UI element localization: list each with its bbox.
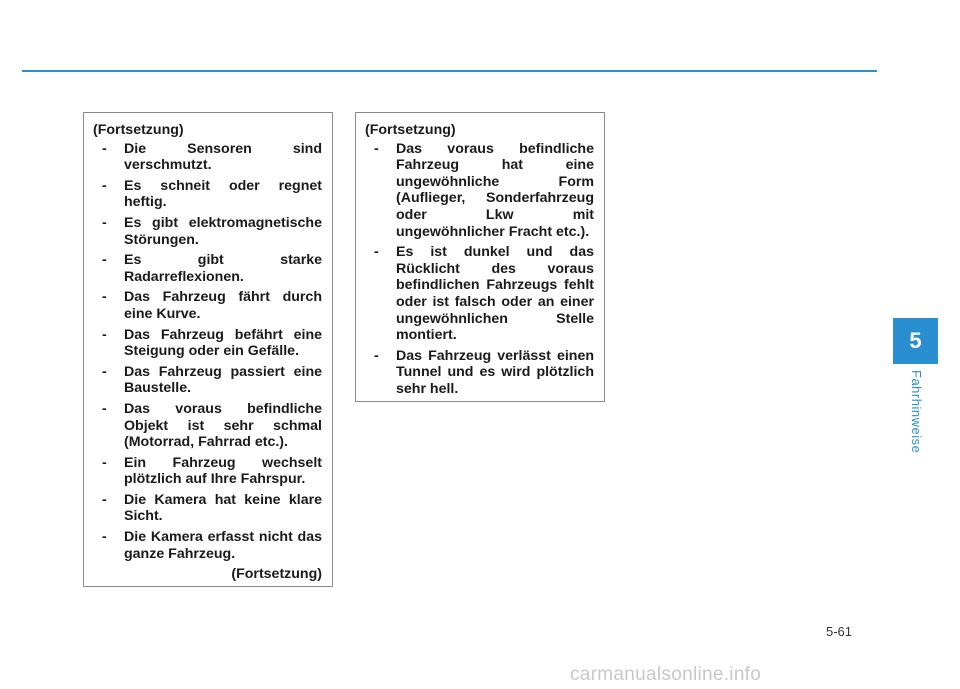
list-item: - Die Sensoren sind verschmutzt. [102, 140, 322, 174]
list-item: - Das Fahrzeug fährt durch eine Kurve. [102, 289, 322, 322]
watermark: carmanualsonline.info [570, 664, 762, 685]
list-item: - Das voraus befindliche Objekt ist sehr schmal (Motorrad, Fahrrad etc.). [102, 400, 322, 451]
top-divider-line [22, 70, 877, 72]
dash-bullet: - [102, 400, 107, 417]
list-item: - Das Fahrzeug befährt eine Steigung oder ein Gefälle. [102, 326, 322, 360]
dash-bullet: - [102, 326, 107, 343]
list-item: - Das Fahrzeug passiert eine Baustelle. [102, 363, 322, 397]
continuation-box-left [83, 112, 333, 587]
dash-bullet: - [102, 363, 107, 380]
dash-bullet: - [102, 529, 107, 546]
dash-bullet: - [102, 140, 107, 157]
chapter-label: Fahrhinweise [909, 370, 924, 454]
list-item: - Das voraus befindliche Fahrzeug hat eine ungewöhnliche Form (Auflieger, Sonderfahrzeug oder Lkw mit ungewöhnlicher Fracht etc.). [374, 140, 594, 240]
dash-bullet: - [374, 140, 379, 157]
condition-list [93, 141, 322, 563]
page-number: 5-61 [826, 624, 853, 639]
list-item: - Es schneit oder regnet heftig. [102, 177, 322, 211]
list-item: - Die Kamera hat keine klare Sicht. [102, 491, 322, 525]
dash-bullet: - [374, 244, 379, 261]
dash-bullet: - [102, 289, 107, 306]
list-item: - Ein Fahrzeug wechselt plötzlich auf Ihre Fahrspur. [102, 454, 322, 488]
list-item: - Es gibt elektromagnetische Störungen. [102, 214, 322, 248]
dash-bullet: - [102, 214, 107, 231]
continued-heading: (Fortsetzung) [365, 122, 456, 138]
continuation-box-right [355, 112, 605, 402]
condition-list [365, 141, 594, 398]
list-item: - Es ist dunkel und das Rücklicht des voraus befindlichen Fahrzeugs fehlt oder ist falsch oder an einer ungewöhnlichen Stelle montiert. [374, 244, 594, 344]
dash-bullet: - [102, 252, 107, 269]
list-item: - Es gibt starke Radarreflexionen. [102, 252, 322, 285]
continued-footer: (Fortsetzung) [231, 566, 322, 583]
dash-bullet: - [374, 347, 379, 364]
list-item: - Das Fahrzeug verlässt einen Tunnel und es wird plötzlich sehr hell. [374, 347, 594, 397]
chapter-number-tab: 5 [893, 318, 938, 364]
dash-bullet: - [102, 177, 107, 194]
dash-bullet: - [102, 454, 107, 471]
list-item: - Die Kamera erfasst nicht das ganze Fahrzeug. [102, 529, 322, 562]
dash-bullet: - [102, 491, 107, 508]
continued-heading: (Fortsetzung) [93, 122, 184, 138]
